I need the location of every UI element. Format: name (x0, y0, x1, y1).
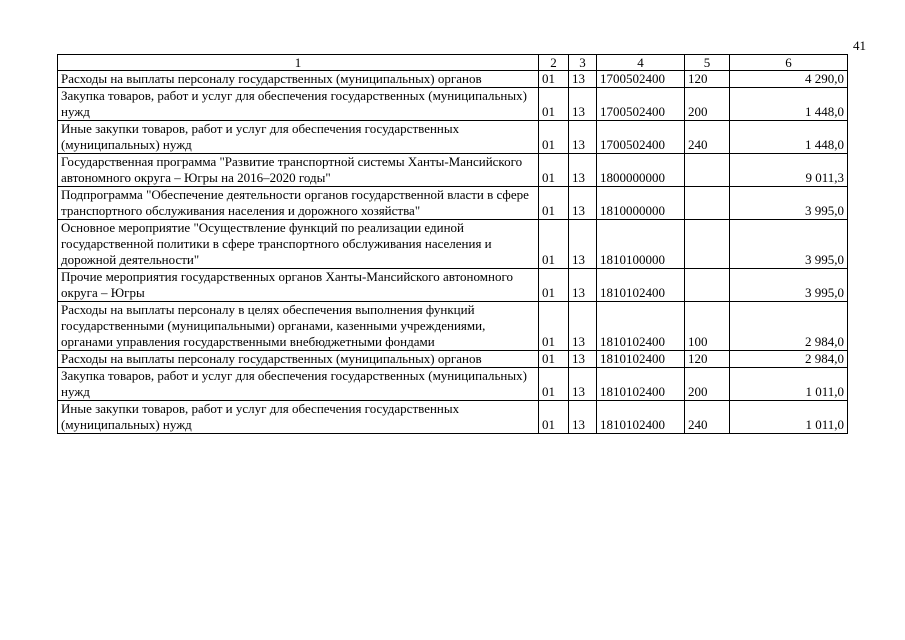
cell-name: Иные закупки товаров, работ и услуг для обеспечения государственных (муниципальных) нужд (58, 401, 539, 434)
cell-name: Закупка товаров, работ и услуг для обеспечения государственных (муниципальных) нужд (58, 368, 539, 401)
cell-expense-type: 240 (685, 121, 730, 154)
cell-subsection: 13 (569, 302, 597, 351)
cell-target-article: 1700502400 (597, 88, 685, 121)
column-header-expense-type: 5 (685, 55, 730, 71)
cell-expense-type (685, 269, 730, 302)
cell-amount: 4 290,0 (730, 71, 848, 88)
cell-target-article: 1800000000 (597, 154, 685, 187)
column-header-section: 2 (539, 55, 569, 71)
table-header (58, 55, 848, 71)
table-row (58, 351, 848, 368)
cell-section: 01 (539, 368, 569, 401)
cell-target-article: 1810102400 (597, 302, 685, 351)
column-header-name: 1 (58, 55, 539, 71)
cell-subsection: 13 (569, 368, 597, 401)
table-body (58, 71, 848, 434)
cell-subsection: 13 (569, 88, 597, 121)
cell-name: Подпрограмма "Обеспечение деятельности органов государственной власти в сфере транспортного обслуживания населения и дорожного хозяйства" (58, 187, 539, 220)
cell-amount: 1 011,0 (730, 401, 848, 434)
cell-name: Расходы на выплаты персоналу государственных (муниципальных) органов (58, 351, 539, 368)
table-row (58, 269, 848, 302)
cell-target-article: 1810000000 (597, 187, 685, 220)
column-header-subsection: 3 (569, 55, 597, 71)
table-row (58, 368, 848, 401)
cell-subsection: 13 (569, 220, 597, 269)
cell-subsection: 13 (569, 401, 597, 434)
cell-name: Иные закупки товаров, работ и услуг для обеспечения государственных (муниципальных) нужд (58, 121, 539, 154)
cell-amount: 1 448,0 (730, 88, 848, 121)
cell-name: Прочие мероприятия государственных органов Ханты-Мансийского автономного округа – Югры (58, 269, 539, 302)
column-header-target-article: 4 (597, 55, 685, 71)
cell-amount: 2 984,0 (730, 302, 848, 351)
table-row (58, 71, 848, 88)
cell-subsection: 13 (569, 269, 597, 302)
cell-subsection: 13 (569, 187, 597, 220)
cell-subsection: 13 (569, 71, 597, 88)
cell-name: Расходы на выплаты персоналу в целях обеспечения выполнения функций государственными (муниципальными) органами, казенными учреждениями, органами управления государственными внебюджетными фондами (58, 302, 539, 351)
cell-section: 01 (539, 269, 569, 302)
table-row (58, 88, 848, 121)
cell-target-article: 1810102400 (597, 401, 685, 434)
table-row (58, 302, 848, 351)
cell-subsection: 13 (569, 121, 597, 154)
cell-expense-type: 200 (685, 368, 730, 401)
cell-section: 01 (539, 88, 569, 121)
cell-section: 01 (539, 220, 569, 269)
cell-section: 01 (539, 187, 569, 220)
cell-amount: 1 011,0 (730, 368, 848, 401)
header-row (58, 55, 848, 71)
table-row (58, 401, 848, 434)
budget-table (57, 54, 848, 434)
page-number: 41 (853, 38, 866, 53)
cell-name: Закупка товаров, работ и услуг для обеспечения государственных (муниципальных) нужд (58, 88, 539, 121)
cell-section: 01 (539, 71, 569, 88)
cell-expense-type: 200 (685, 88, 730, 121)
cell-target-article: 1810102400 (597, 368, 685, 401)
table-row (58, 187, 848, 220)
column-header-amount: 6 (730, 55, 848, 71)
cell-name: Расходы на выплаты персоналу государственных (муниципальных) органов (58, 71, 539, 88)
cell-expense-type (685, 220, 730, 269)
cell-section: 01 (539, 302, 569, 351)
cell-amount: 3 995,0 (730, 187, 848, 220)
cell-section: 01 (539, 154, 569, 187)
cell-name: Государственная программа "Развитие транспортной системы Ханты-Мансийского автономного округа – Югры на 2016–2020 годы" (58, 154, 539, 187)
cell-target-article: 1810100000 (597, 220, 685, 269)
table-row (58, 121, 848, 154)
table-row (58, 220, 848, 269)
cell-target-article: 1700502400 (597, 71, 685, 88)
cell-target-article: 1700502400 (597, 121, 685, 154)
cell-target-article: 1810102400 (597, 269, 685, 302)
cell-subsection: 13 (569, 351, 597, 368)
cell-amount: 1 448,0 (730, 121, 848, 154)
cell-expense-type: 120 (685, 351, 730, 368)
cell-amount: 2 984,0 (730, 351, 848, 368)
cell-section: 01 (539, 401, 569, 434)
cell-section: 01 (539, 121, 569, 154)
table-row (58, 154, 848, 187)
cell-name: Основное мероприятие "Осуществление функций по реализации единой государственной политики в сфере транспортного обслуживания населения и дорожной деятельности" (58, 220, 539, 269)
cell-amount: 3 995,0 (730, 220, 848, 269)
cell-expense-type (685, 154, 730, 187)
cell-expense-type: 120 (685, 71, 730, 88)
cell-section: 01 (539, 351, 569, 368)
cell-subsection: 13 (569, 154, 597, 187)
cell-amount: 3 995,0 (730, 269, 848, 302)
cell-expense-type: 240 (685, 401, 730, 434)
cell-target-article: 1810102400 (597, 351, 685, 368)
cell-amount: 9 011,3 (730, 154, 848, 187)
cell-expense-type (685, 187, 730, 220)
cell-expense-type: 100 (685, 302, 730, 351)
